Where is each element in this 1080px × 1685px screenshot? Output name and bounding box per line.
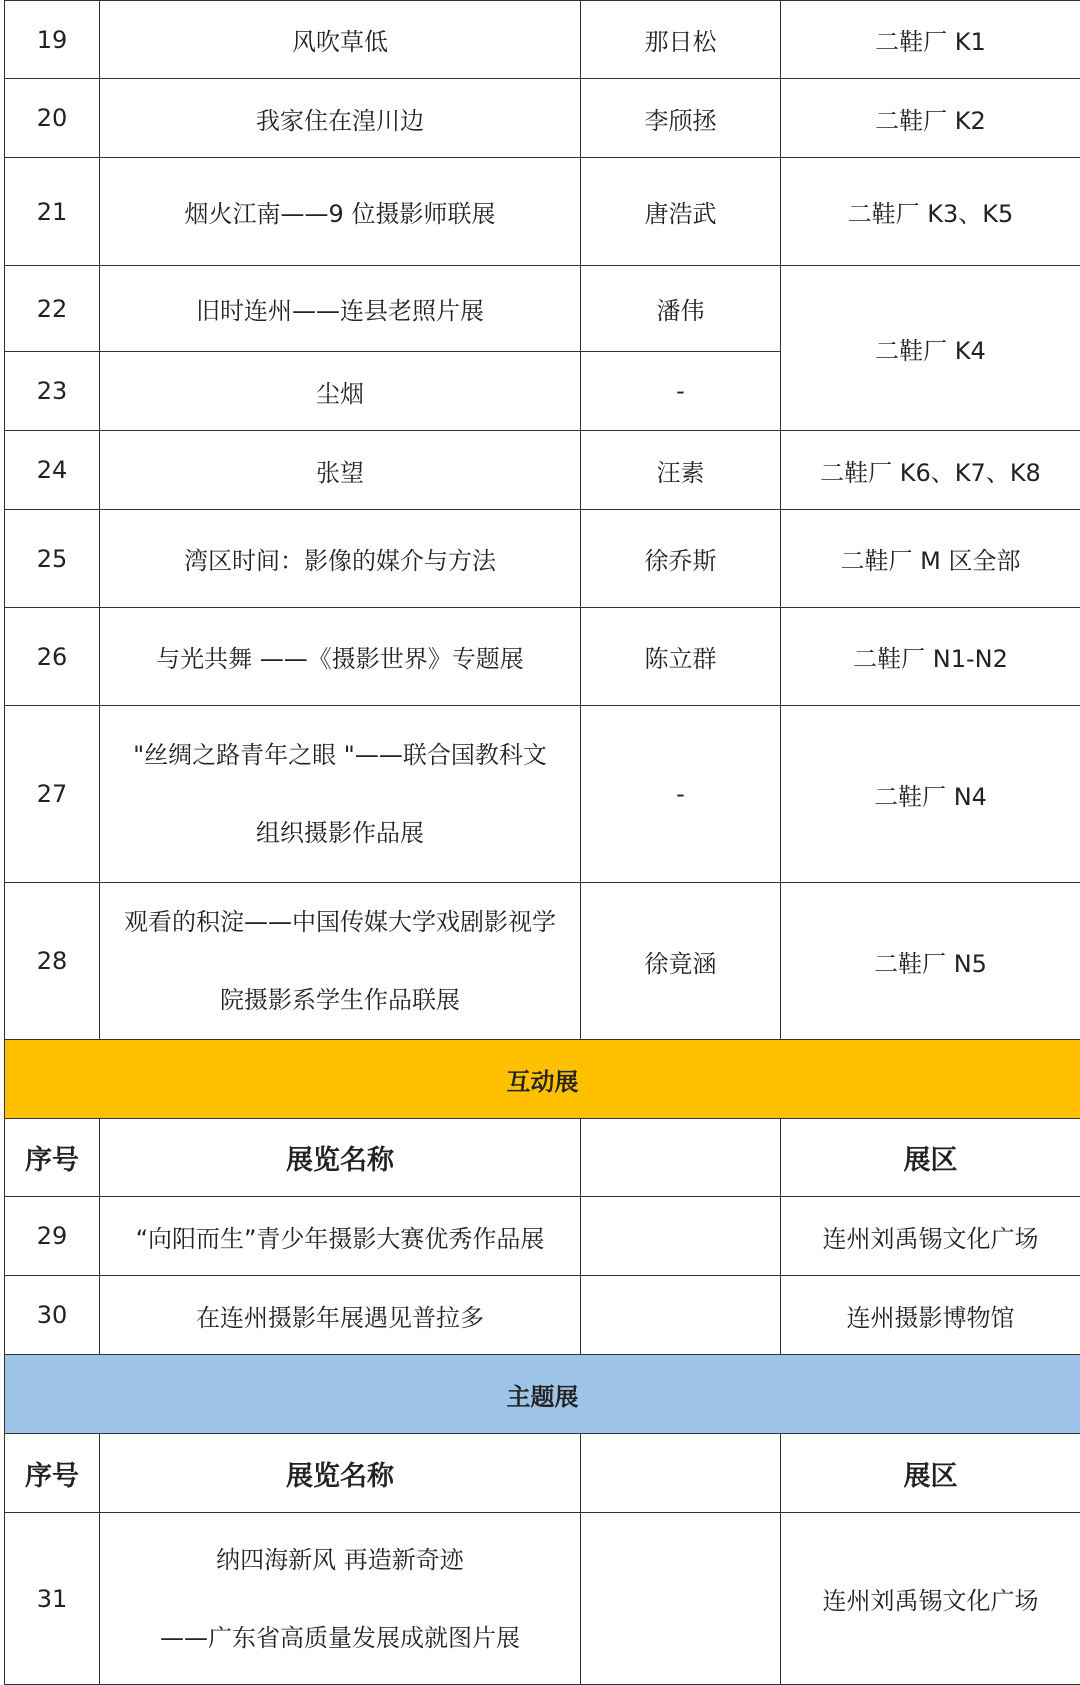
exhibition-area: 二鞋厂 K6、K7、K8 bbox=[781, 431, 1080, 510]
column-header-title: 展览名称 bbox=[100, 1119, 581, 1197]
curator: 那日松 bbox=[581, 1, 781, 79]
column-header-title: 展览名称 bbox=[100, 1434, 581, 1513]
section-title: 主题展 bbox=[5, 1355, 1080, 1434]
table-row bbox=[5, 266, 1080, 352]
exhibition-area: 连州摄影博物馆 bbox=[781, 1276, 1080, 1355]
exhibition-title: 张望 bbox=[100, 431, 581, 510]
exhibition-area: 二鞋厂 K4 bbox=[781, 266, 1080, 431]
row-number: 26 bbox=[5, 608, 100, 706]
exhibition-area: 二鞋厂 M 区全部 bbox=[781, 510, 1080, 608]
table-row bbox=[5, 158, 1080, 266]
row-number: 23 bbox=[5, 352, 100, 431]
exhibition-title bbox=[100, 883, 581, 1040]
table-row bbox=[5, 1, 1080, 79]
exhibition-title: 尘烟 bbox=[100, 352, 581, 431]
exhibition-title: 在连州摄影年展遇见普拉多 bbox=[100, 1276, 581, 1355]
exhibition-title bbox=[100, 706, 581, 883]
curator: 唐浩武 bbox=[581, 158, 781, 266]
table-row bbox=[5, 706, 1080, 883]
exhibition-title: 风吹草低 bbox=[100, 1, 581, 79]
column-header-curator bbox=[581, 1434, 781, 1513]
section-header-theme bbox=[5, 1355, 1080, 1434]
exhibition-area: 连州刘禹锡文化广场 bbox=[781, 1513, 1080, 1685]
exhibition-area: 二鞋厂 K1 bbox=[781, 1, 1080, 79]
title-line: 组织摄影作品展 bbox=[110, 794, 570, 872]
exhibition-title: 烟火江南——9 位摄影师联展 bbox=[100, 158, 581, 266]
curator: - bbox=[581, 706, 781, 883]
curator: 李颀拯 bbox=[581, 79, 781, 158]
row-number: 29 bbox=[5, 1197, 100, 1276]
section-header-interactive bbox=[5, 1040, 1080, 1119]
column-header-row bbox=[5, 1119, 1080, 1197]
title-line: 纳四海新风 再造新奇迹 bbox=[110, 1521, 570, 1599]
title-line: 观看的积淀——中国传媒大学戏剧影视学 bbox=[110, 883, 570, 961]
exhibition-table bbox=[4, 0, 1080, 1685]
row-number: 21 bbox=[5, 158, 100, 266]
row-number: 22 bbox=[5, 266, 100, 352]
table-row bbox=[5, 608, 1080, 706]
title-line: "丝绸之路青年之眼 "——联合国教科文 bbox=[110, 716, 570, 794]
exhibition-area: 二鞋厂 N4 bbox=[781, 706, 1080, 883]
table-row bbox=[5, 510, 1080, 608]
exhibition-title: 我家住在湟川边 bbox=[100, 79, 581, 158]
curator: 陈立群 bbox=[581, 608, 781, 706]
table-row bbox=[5, 1276, 1080, 1355]
exhibition-title: 湾区时间：影像的媒介与方法 bbox=[100, 510, 581, 608]
column-header-area: 展区 bbox=[781, 1434, 1080, 1513]
table-row bbox=[5, 883, 1080, 1040]
curator: 潘伟 bbox=[581, 266, 781, 352]
exhibition-area: 二鞋厂 K2 bbox=[781, 79, 1080, 158]
title-line: 院摄影系学生作品联展 bbox=[110, 961, 570, 1039]
table-row bbox=[5, 1513, 1080, 1685]
column-header-number: 序号 bbox=[5, 1434, 100, 1513]
table-row bbox=[5, 1197, 1080, 1276]
section-title: 互动展 bbox=[5, 1040, 1080, 1119]
exhibition-area: 连州刘禹锡文化广场 bbox=[781, 1197, 1080, 1276]
column-header-row bbox=[5, 1434, 1080, 1513]
curator bbox=[581, 1197, 781, 1276]
exhibition-title bbox=[100, 1513, 581, 1685]
exhibition-area: 二鞋厂 N1-N2 bbox=[781, 608, 1080, 706]
curator: 徐乔斯 bbox=[581, 510, 781, 608]
column-header-area: 展区 bbox=[781, 1119, 1080, 1197]
row-number: 27 bbox=[5, 706, 100, 883]
exhibition-area: 二鞋厂 K3、K5 bbox=[781, 158, 1080, 266]
exhibition-area: 二鞋厂 N5 bbox=[781, 883, 1080, 1040]
row-number: 20 bbox=[5, 79, 100, 158]
row-number: 28 bbox=[5, 883, 100, 1040]
table-row bbox=[5, 431, 1080, 510]
curator bbox=[581, 1513, 781, 1685]
exhibition-title: 旧时连州——连县老照片展 bbox=[100, 266, 581, 352]
column-header-number: 序号 bbox=[5, 1119, 100, 1197]
exhibition-title: “向阳而生”青少年摄影大赛优秀作品展 bbox=[100, 1197, 581, 1276]
curator bbox=[581, 1276, 781, 1355]
row-number: 24 bbox=[5, 431, 100, 510]
row-number: 30 bbox=[5, 1276, 100, 1355]
row-number: 31 bbox=[5, 1513, 100, 1685]
curator: - bbox=[581, 352, 781, 431]
curator: 徐竟涵 bbox=[581, 883, 781, 1040]
row-number: 25 bbox=[5, 510, 100, 608]
column-header-curator bbox=[581, 1119, 781, 1197]
table-row bbox=[5, 79, 1080, 158]
title-line: ——广东省高质量发展成就图片展 bbox=[110, 1599, 570, 1677]
curator: 汪素 bbox=[581, 431, 781, 510]
exhibition-title: 与光共舞 ——《摄影世界》专题展 bbox=[100, 608, 581, 706]
row-number: 19 bbox=[5, 1, 100, 79]
